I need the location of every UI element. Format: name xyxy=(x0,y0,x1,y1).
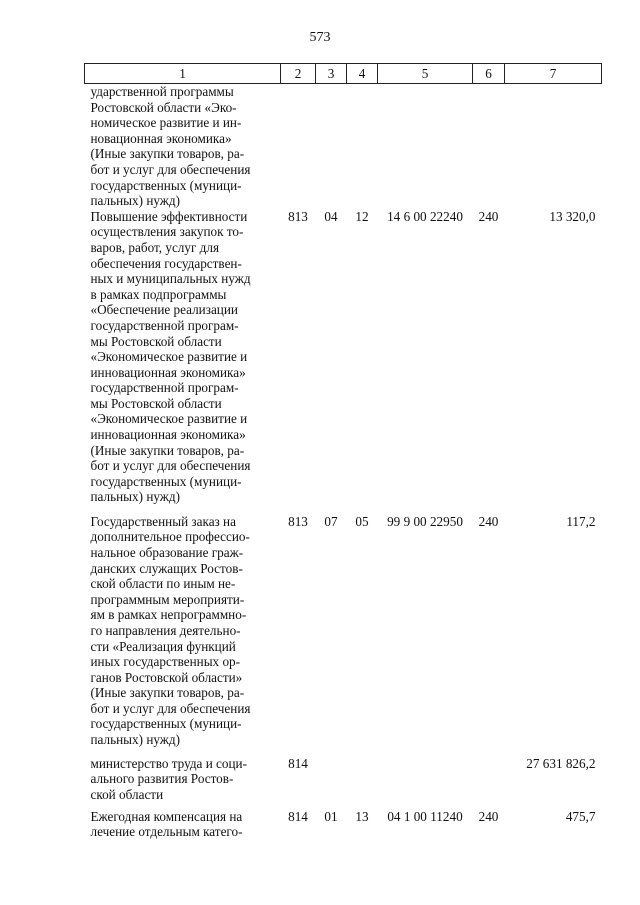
row-ministry-code xyxy=(281,84,316,209)
row-ministry-code: 813 xyxy=(288,513,308,529)
row-target-code xyxy=(378,756,473,809)
row-amount xyxy=(505,84,602,209)
table-header xyxy=(85,64,602,84)
row-subsection-code xyxy=(347,756,378,809)
table-row xyxy=(85,756,602,809)
row-description: Ежегодная компенсация на лечение отдельным катего- xyxy=(90,808,243,840)
row-subsection-code: 05 xyxy=(355,513,369,529)
row-section-code: 04 xyxy=(324,208,338,224)
row-target-code: 99 9 00 22950 xyxy=(387,513,463,529)
row-description: Государственный заказ на дополнительное профессио- нальное образование граж- данских служащих Ростов- ской области по иным не- программным мероприяти- ям в рамках непрограммно- го направления деятельно- сти «Реализация функций иных государственных ор- ганов Ростовской области» (Иные закупки товаров, ра- бот и услуг для обеспечения государственных (муници- пальных) нужд) xyxy=(90,513,251,748)
page-number: 573 xyxy=(309,30,331,45)
table-row xyxy=(85,84,602,209)
header-col-4: 4 xyxy=(347,64,378,84)
header-col-3: 3 xyxy=(316,64,347,84)
row-amount: 27 631 826,2 xyxy=(526,755,596,771)
row-ministry-code: 813 xyxy=(288,208,308,224)
row-target-code xyxy=(378,84,473,209)
row-subsection-code: 13 xyxy=(355,808,369,824)
row-expense-type: 240 xyxy=(478,513,499,529)
row-section-code: 01 xyxy=(324,808,338,824)
header-col-1: 1 xyxy=(85,64,281,84)
row-subsection-code xyxy=(347,84,378,209)
budget-table xyxy=(84,63,602,849)
row-ministry-code: 814 xyxy=(288,755,308,771)
row-target-code: 04 1 00 11240 xyxy=(387,808,463,824)
table-row xyxy=(85,209,602,514)
table-row xyxy=(85,809,602,849)
row-expense-type xyxy=(473,756,505,809)
row-expense-type: 240 xyxy=(478,208,499,224)
header-col-7: 7 xyxy=(505,64,602,84)
row-description: ударственной программы Ростовской области «Эко- номическое развитие и ин- новационная экономика» (Иные закупки товаров, ра- бот и услуг для обеспечения государственных (муници- пальных) нужд) xyxy=(90,84,251,209)
row-description: Повышение эффективности осуществления закупок то- варов, работ, услуг для обеспечения государствен- ных и муниципальных нужд в рамках подпрограммы «Обеспечение реализации государственной програм- мы Ростовской области «Экономическое развитие и инновационная экономика» государственной програм- мы Ростовской области «Экономическое развитие и инновационная экономика» (Иные закупки товаров, ра- бот и услуг для обеспечения государственных (муници- пальных) нужд) xyxy=(90,208,251,505)
row-section-code: 07 xyxy=(324,513,338,529)
row-section-code xyxy=(316,756,347,809)
header-col-2: 2 xyxy=(281,64,316,84)
row-target-code: 14 6 00 22240 xyxy=(387,208,463,224)
header-col-5: 5 xyxy=(378,64,473,84)
row-expense-type xyxy=(473,84,505,209)
row-amount: 13 320,0 xyxy=(549,208,596,224)
table-row xyxy=(85,514,602,756)
row-expense-type: 240 xyxy=(478,808,499,824)
row-section-code xyxy=(316,84,347,209)
row-description: министерство труда и соци- ального развития Ростов- ской области xyxy=(90,755,247,802)
row-subsection-code: 12 xyxy=(355,208,369,224)
header-col-6: 6 xyxy=(473,64,505,84)
row-ministry-code: 814 xyxy=(288,808,308,824)
row-amount: 475,7 xyxy=(565,808,596,824)
row-amount: 117,2 xyxy=(566,513,596,529)
